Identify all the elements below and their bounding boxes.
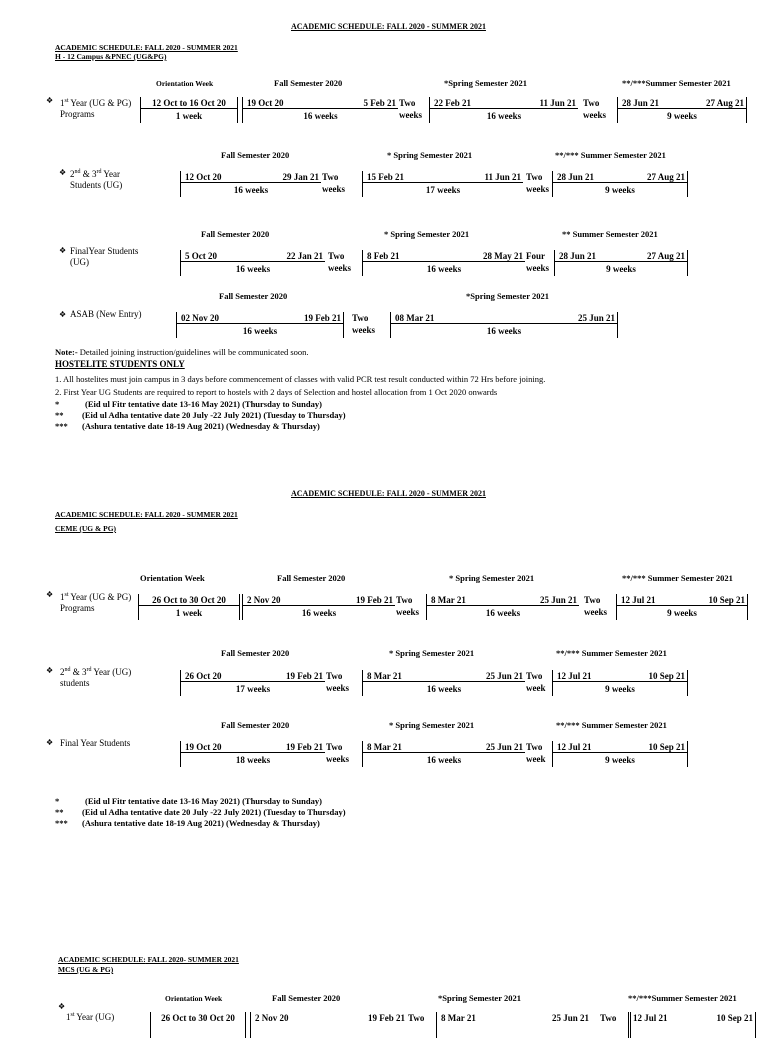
spring-weeks: 16 weeks	[426, 684, 462, 694]
spring-end: 25 Jun 21	[551, 1013, 589, 1023]
fall-weeks: 16 weeks	[242, 326, 278, 336]
fall-end: 22 Jan 21	[286, 251, 323, 261]
fall-block	[180, 250, 325, 276]
fall-start: 2 Nov 20	[255, 1013, 289, 1023]
fall-weeks: 16 weeks	[303, 111, 338, 121]
spring-end: 25 Jun 21	[577, 313, 615, 323]
note-line	[55, 346, 309, 358]
fall-end: 19 Feb 21	[356, 595, 393, 605]
header-spring: * Spring Semester 2021	[389, 648, 475, 658]
spring-weeks: 16 weeks	[426, 264, 462, 274]
summer-weeks: 9 weeks	[605, 185, 635, 195]
gap-two-weeks: Two weeks	[326, 742, 349, 764]
timeline-h12-first-year	[140, 97, 750, 123]
spring-block	[390, 312, 618, 338]
header-spring: *Spring Semester 2021	[444, 78, 527, 88]
header-summer: **/***Summer Semester 2021	[622, 78, 731, 88]
row-label-text: 1st Year (UG & PG) Programs	[60, 592, 132, 613]
gap-two-weeks: Two weeks	[326, 671, 349, 693]
header-spring: * Spring Semester 2021	[449, 573, 535, 583]
fall-block	[180, 670, 325, 696]
row-label-ceme-2nd-3rd	[60, 665, 160, 689]
fall-end: 19 Feb 21	[286, 742, 323, 752]
summer-end: 10 Sep 21	[648, 671, 685, 681]
fall-end: 19 Feb 21	[286, 671, 323, 681]
orientation-weeks: 1 week	[175, 111, 203, 121]
gap-two-weeks: Two weeks	[583, 98, 606, 120]
bullet-diamond-icon: ❖	[59, 168, 67, 177]
gap-two-week: Two week	[526, 742, 546, 764]
summer-end: 10 Sep 21	[648, 742, 685, 752]
header-summer: **/*** Summer Semester 2021	[555, 150, 666, 160]
gap-two-weeks: Two weeks	[399, 98, 422, 120]
spring-block	[429, 97, 578, 123]
spring-end: 25 Jun 21	[485, 742, 523, 752]
summer-start: 28 Jun 21	[622, 98, 660, 108]
fall-block	[242, 97, 398, 123]
summer-end: 27 Aug 21	[646, 251, 685, 261]
timeline-ceme-first-year	[138, 594, 758, 620]
summer-weeks: 9 weeks	[605, 684, 635, 694]
header-fall: Fall Semester 2020	[277, 573, 346, 583]
fall-weeks: 16 weeks	[235, 264, 271, 274]
footnote-ashura: (Ashura tentative date 18-19 Aug 2021) (Wednesday & Thursday)	[82, 818, 320, 828]
row-label-h12-final: FinalYear Students (UG)	[70, 246, 139, 267]
summer-weeks: 9 weeks	[667, 111, 697, 121]
row-label-ceme-first-year	[60, 590, 150, 614]
summer-block	[617, 97, 747, 123]
spring-block	[362, 250, 525, 276]
summer-start: 12 Jul 21	[557, 671, 592, 681]
fall-block	[180, 171, 321, 197]
header-spring: * Spring Semester 2021	[387, 150, 473, 160]
gap-two-weeks: Two weeks	[328, 251, 351, 273]
gap-two: Two	[408, 1013, 425, 1023]
header-fall: Fall Semester 2020	[221, 720, 290, 730]
spring-start: 8 Feb 21	[367, 251, 400, 261]
row-label-h12-first-year	[60, 96, 150, 120]
row-label-text: 1st Year (UG)	[66, 1012, 115, 1022]
spring-start: 08 Mar 21	[395, 313, 435, 323]
footnote-ashura: (Ashura tentative date 18-19 Aug 2021) (Wednesday & Thursday)	[82, 421, 320, 431]
timeline-ceme-2nd-3rd	[180, 670, 690, 696]
orientation-dates: 26 Oct to 30 Oct 20	[139, 594, 239, 606]
fall-start: 02 Nov 20	[181, 313, 219, 323]
fall-start: 26 Oct 20	[185, 671, 222, 681]
spring-weeks: 17 weeks	[425, 185, 461, 195]
row-label-ceme-final: Final Year Students	[60, 738, 131, 748]
spring-block	[426, 594, 579, 620]
section-heading-mcs	[58, 955, 239, 964]
summer-start: 12 Jul 21	[557, 742, 592, 752]
fall-weeks: 18 weeks	[235, 755, 271, 765]
summer-end: 27 Aug 21	[705, 98, 744, 108]
heading-prefix: ACADEMIC SCHEDULE:	[58, 955, 146, 964]
header-spring: * Spring Semester 2021	[384, 229, 470, 239]
summer-start: 28 Jun 21	[559, 251, 597, 261]
header-summer: **/*** Summer Semester 2021	[556, 720, 667, 730]
fall-end: 19 Feb 21	[304, 313, 341, 323]
summer-block	[616, 594, 748, 620]
footnote-mark: ***	[55, 818, 68, 828]
orientation-block	[138, 594, 240, 620]
header-spring: *Spring Semester 2021	[466, 291, 549, 301]
gap-two-week: Two week	[526, 671, 546, 693]
spring-end: 11 Jun 21	[539, 98, 576, 108]
header-spring: *Spring Semester 2021	[438, 993, 521, 1003]
orientation-weeks: 1 week	[175, 608, 203, 618]
spring-end: 11 Jun 21	[484, 172, 521, 182]
orientation-dates: 26 Oct to 30 Oct 20	[161, 1013, 235, 1023]
gap-two: Two	[598, 1012, 631, 1038]
row-label-asab: ASAB (New Entry)	[70, 309, 142, 319]
footnote-mark: **	[55, 807, 64, 817]
footnote-eid-fitr: (Eid ul Fitr tentative date 13-16 May 2021) (Thursday to Sunday)	[85, 796, 322, 806]
gap-two-weeks: Two weeks	[322, 172, 345, 194]
spring-start: 8 Mar 21	[367, 742, 402, 752]
orientation-block	[150, 1012, 246, 1038]
footnote-mark: ***	[55, 421, 68, 431]
fall-block	[180, 741, 325, 767]
fall-end: 29 Jan 21	[282, 172, 319, 182]
spring-start: 8 Mar 21	[441, 1013, 476, 1023]
hostelite-heading: HOSTELITE STUDENTS ONLY	[55, 359, 185, 369]
fall-start: 12 Oct 20	[185, 172, 222, 182]
header-summer: **/*** Summer Semester 2021	[556, 648, 667, 658]
bullet-diamond-icon: ❖	[59, 246, 67, 255]
timeline-ceme-final	[180, 741, 690, 767]
orientation-dates: 12 Oct to 16 Oct 20	[141, 97, 237, 109]
summer-weeks: 9 weeks	[605, 755, 635, 765]
footnote-mark: *	[55, 399, 60, 409]
hostel-point-1: 1. All hostelites must join campus in 3 days before commencement of classes with valid PCR test result conducted within 72 Hrs before joining.	[55, 374, 546, 384]
header-fall: Fall Semester 2020	[221, 648, 290, 658]
gap-four-weeks: Four weeks	[526, 251, 549, 273]
header-summer: **/*** Summer Semester 2021	[622, 573, 733, 583]
fall-start: 2 Nov 20	[247, 595, 281, 605]
timeline-mcs-first-year	[150, 1012, 760, 1038]
fall-weeks: 16 weeks	[301, 608, 337, 618]
summer-block	[554, 250, 688, 276]
gap-two-weeks: Two weeks	[526, 172, 549, 194]
section-heading-ceme: ACADEMIC SCHEDULE: FALL 2020 - SUMMER 2021	[55, 510, 238, 519]
summer-weeks: 9 weeks	[606, 264, 636, 274]
fall-start: 19 Oct 20	[247, 98, 284, 108]
header-orientation: Orientation Week	[156, 79, 214, 88]
header-fall: Fall Semester 2020	[221, 150, 290, 160]
footnote-mark: *	[55, 796, 60, 806]
spring-start: 8 Mar 21	[367, 671, 402, 681]
summer-start: 28 Jun 21	[557, 172, 595, 182]
footnote-mark: **	[55, 410, 64, 420]
header-fall: Fall Semester 2020	[201, 229, 270, 239]
header-spring: * Spring Semester 2021	[389, 720, 475, 730]
summer-end: 27 Aug 21	[646, 172, 685, 182]
page-title: ACADEMIC SCHEDULE: FALL 2020 - SUMMER 2021	[291, 22, 486, 31]
summer-start: 12 Jul 21	[621, 595, 656, 605]
bullet-diamond-icon: ❖	[46, 666, 54, 675]
fall-start: 19 Oct 20	[185, 742, 222, 752]
footnote-eid-fitr: (Eid ul Fitr tentative date 13-16 May 2021) (Thursday to Sunday)	[85, 399, 322, 409]
spring-weeks: 16 weeks	[426, 755, 462, 765]
header-summer: **/***Summer Semester 2021	[628, 993, 737, 1003]
summer-weeks: 9 weeks	[667, 608, 697, 618]
note-text: Detailed joining instruction/guidelines will be communicated soon.	[77, 347, 309, 357]
spring-start: 8 Mar 21	[431, 595, 466, 605]
spring-end: 25 Jun 21	[539, 595, 577, 605]
orientation-block	[140, 97, 238, 123]
spring-start: 15 Feb 21	[367, 172, 404, 182]
bullet-diamond-icon: ❖	[46, 590, 54, 599]
row-label-text: 2nd & 3rd Year Students (UG)	[70, 169, 123, 190]
header-orientation: Orientation Week	[165, 994, 223, 1003]
heading-rest: FALL 2020- SUMMER 2021	[145, 955, 239, 964]
row-label-mcs-first-year	[66, 1010, 146, 1023]
section-subheading-ceme: CEME (UG & PG)	[55, 524, 117, 533]
spring-weeks: 16 weeks	[486, 111, 522, 121]
bullet-diamond-icon: ❖	[46, 96, 54, 105]
header-fall: Fall Semester 2020	[272, 993, 341, 1003]
note-prefix: Note:-	[55, 347, 78, 357]
fall-block	[176, 312, 344, 338]
spring-block	[362, 670, 525, 696]
fall-block	[250, 1012, 407, 1038]
spring-end: 28 May 21	[483, 251, 523, 261]
timeline-h12-final	[180, 250, 690, 276]
gap-two-weeks: Two weeks	[396, 595, 419, 617]
fall-end: 19 Feb 21	[368, 1013, 405, 1023]
page-title: ACADEMIC SCHEDULE: FALL 2020 - SUMMER 2021	[291, 489, 486, 498]
bullet-diamond-icon: ❖	[59, 310, 67, 319]
summer-start: 12 Jul 21	[633, 1013, 668, 1023]
hostel-point-2: 2. First Year UG Students are required to report to hostels with 2 days of Selection and hostel allocation from 1 Oct 2020 onwards	[55, 387, 498, 397]
spring-weeks: 16 weeks	[486, 326, 522, 336]
fall-end: 5 Feb 21	[363, 98, 396, 108]
section-subheading-mcs: MCS (UG & PG)	[58, 965, 114, 974]
bullet-diamond-icon: ❖	[46, 738, 54, 747]
section-heading-h12: ACADEMIC SCHEDULE: FALL 2020 - SUMMER 2021	[55, 43, 238, 52]
footnote-eid-adha: (Eid ul Adha tentative date 20 July -22 July 2021) (Tuesday to Thursday)	[82, 807, 346, 817]
spring-block	[362, 171, 523, 197]
footnote-eid-adha: (Eid ul Adha tentative date 20 July -22 July 2021) (Tuesday to Thursday)	[82, 410, 346, 420]
bullet-diamond-icon: ❖	[58, 1002, 66, 1011]
section-subheading-h12: H - 12 Campus &PNEC (UG&PG)	[55, 52, 167, 61]
fall-weeks: 17 weeks	[235, 684, 271, 694]
summer-end: 10 Sep 21	[708, 595, 745, 605]
fall-block	[242, 594, 395, 620]
spring-block	[436, 1012, 591, 1038]
header-orientation: Orientation Week	[140, 573, 205, 583]
header-fall: Fall Semester 2020	[219, 291, 288, 301]
spring-start: 22 Feb 21	[434, 98, 471, 108]
spring-block	[362, 741, 525, 767]
timeline-asab	[176, 312, 626, 338]
header-fall: Fall Semester 2020	[274, 78, 343, 88]
summer-block	[552, 171, 688, 197]
spring-end: 25 Jun 21	[485, 671, 523, 681]
fall-weeks: 16 weeks	[233, 185, 269, 195]
header-summer: ** Summer Semester 2021	[562, 229, 658, 239]
row-label-text: 2nd & 3rd Year (UG) students	[60, 667, 132, 688]
summer-end: 10 Sep 21	[716, 1013, 753, 1023]
gap-two-weeks: Two weeks	[352, 313, 375, 335]
row-label-h12-2nd-3rd	[70, 167, 150, 191]
spring-weeks: 16 weeks	[485, 608, 521, 618]
summer-block	[552, 670, 688, 696]
fall-start: 5 Oct 20	[185, 251, 217, 261]
timeline-h12-2nd-3rd	[180, 171, 690, 197]
summer-block	[628, 1012, 756, 1038]
row-label-text: 1st Year (UG & PG) Programs	[60, 98, 132, 119]
summer-block	[552, 741, 688, 767]
gap-two-weeks: Two weeks	[584, 595, 607, 617]
